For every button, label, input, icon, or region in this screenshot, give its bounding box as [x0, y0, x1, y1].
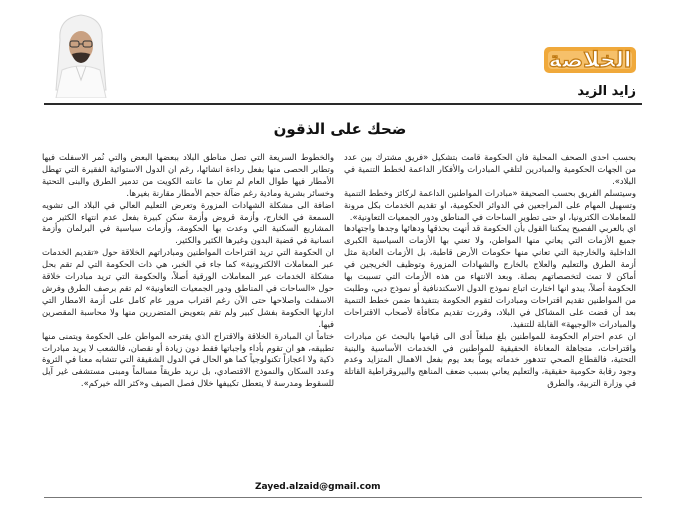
paragraph: ختاماً ان المبادرة الخلاقة والاقتراح الذي يقترحه المواطن على الحكومة ويتمنى منها تطبيقه، هو ان تقوم بأداء واجباتها فقط دون زيادة أو نقصان، فالشعب لا يريد مبادرات ذكية ولا اعجازاً تكنولوجياً كما هو الحال في الدول الشقيقة التي تتشابه معنا في الثروة وعدد السكان والنموذج الاقتصادي، بل نريد طريقاً مسالماً ومبنى مستشفى غير آيل للسقوط ومدرسة لا يتعطل تكييفها خلال فصل الصيف و«كثر الله خيركم». — [42, 330, 334, 389]
author-name: زايد الزيد — [577, 84, 636, 99]
paragraph: ان الحكومة التي تريد اقتراحات المواطنين ومبادراتهم الخلاقة حول «تقديم الخدمات عبر المعاملات الالكترونية» كما جاء في الخبر، هي ذات الحكومة التي لم تقم بحل مشكلة الخدمات عبر المعاملات الورقية أصلاً، والحكومة التي تريد مبادرات خلاقة حول «الساحات في المناطق ودور الجمعيات التعاونية» لم تقم برصف الطرق وفرش الاسفلت واصلاحها حتى الآن رغم اقتراب مرور عام كامل على أزمة الامطار التي ادارتها الحكومة بفشل كبير ولم تقم بتعويض المتضررين منها ولا محاسبة المقصرين فيها. — [42, 247, 334, 329]
paragraph: بحسب احدى الصحف المحلية فان الحكومة قامت بتشكيل «فريق مشترك بين عدد من الجهات الحكومية والمبادرين لتلقي المبادرات والأفكار الداعمة لخطط التنمية في البلاد». — [344, 152, 636, 186]
paragraph: اضافة الى مشكلة الشهادات المزورة وتعرض التعليم العالي في البلاد الى تشويه السمعة في الخارج، وأزمة قروض وأزمة سكن كبيرة بفعل عدم انتهاء الكثير من المشاريع السكنية التي وعدت بها الحكومة، وأزمات سياسية في البرلمان وأزمة انسانية في قضية البدون وغيرها الكثير والكثير. — [42, 199, 334, 246]
column-header — [0, 0, 680, 108]
author-email[interactable]: Zayed.alzaid@gmail.com — [255, 482, 381, 492]
column-logo — [542, 44, 638, 76]
paragraph: ان عدم احترام الحكومة للمواطنين بلغ مبلغاً أدى الى قيامها بالبحث عن مبادرات واقتراحات، متجاهلة المعاناة الحقيقية للمواطنين في الخدمات الأساسية والبنية التحتية، فالقطاع الصحي تتدهور خدماته يوماً بعد يوم بفعل الاهمال المتزايد وعدم وجود رقابة حكومية حقيقية، والتعليم يعاني بسبب ضعف المناهج والبيروقراطية القاتلة في وزارة التربية، والطرق — [344, 330, 636, 389]
article-column-left — [42, 152, 334, 477]
header-divider — [44, 103, 642, 105]
logo-text: الخلاصة — [548, 47, 632, 73]
footer-divider — [44, 497, 642, 498]
author-portrait-icon — [52, 10, 110, 98]
paragraph: وسيتسلم الفريق بحسب الصحيفة «مبادرات المواطنين الداعمة لركائز وخطط التنمية وتسهيل المهام على المراجعين في الدوائر الحكومية، او تقديم الخدمات بكل مرونة للمعاملات الكترونيا، او حتى تطوير الساحات في المناطق ودور الجمعيات التعاونية». — [344, 187, 636, 222]
paragraph: والخطوط السريعة التي تصل مناطق البلاد ببعضها البعض والتي نُمر الاسفلت فيها وتطاير الحصى منها بفعل رداءة انشائها، رغم ان الدول الاستوائية الفقيرة التي تهطل الأمطار فيها طوال العام لم تعان ما عانته الكويت من تدمير الطرق والبنى التحتية وخسائر بشرية ومادية رغم ضآلة حجم الأمطار مقارنة بغيرها. — [42, 152, 334, 198]
paragraph: اي بالعربي الفصيح يمكننا القول بأن الحكومة قد أنهت بحذقها ودهائها وجدها واجتهادها جميع الأزمات التي يعاني منها المواطن، ولا تعني بها الأزمات السياسية الكبرى الداخلية والخارجية التي تعاني منها حكومات الأرض قاطبة، بل الأزمات العادية مثل أزمة الطرق والتعليم والعلاج بالخارج والشهادات المزورة وتوظيف الخريجين في أماكن لا تمت لتخصصاتهم بصلة. وبعد الانتهاء من هذه الأزمات التي تسببت بها الحكومة أصلاً، يبدو انها اختارت اتباع نموذج الدول الاسكندنافية أو نموذج دبي، وطلبت من المواطنين تقديم اقتراحات ومبادرات لتقوم الحكومة بتنفيذها ضمن خطط التنمية بعد أن قضت على المشاكل في البلاد، وقررت تقديم مكافأة لأصحاب الاقتراحات والمبادرات «الوجيهة» القابلة للتنفيذ. — [344, 223, 636, 329]
author-photo — [52, 10, 110, 98]
article-column-right — [344, 152, 636, 477]
article-title: ضحك على الذقون — [273, 120, 407, 138]
